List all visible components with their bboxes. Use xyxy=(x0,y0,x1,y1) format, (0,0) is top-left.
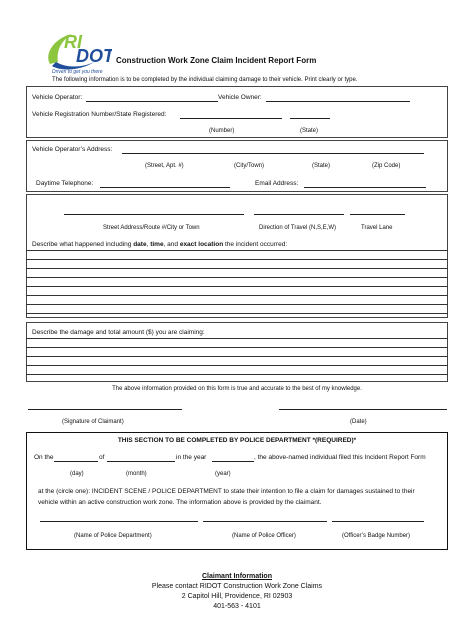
describe-text-2: the incident occurred: xyxy=(223,241,288,248)
damage-label: Describe the damage and total amount ($) you are claiming: xyxy=(32,329,205,336)
describe-date: date xyxy=(133,241,147,248)
police-officer-field[interactable] xyxy=(203,521,327,522)
month-field[interactable] xyxy=(107,461,175,462)
police-paragraph-1: at the (circle one): INCIDENT SCENE / POLICE DEPARTMENT to state their intention to file a claim for damages sustained to their xyxy=(38,488,415,495)
of-label: of xyxy=(99,454,105,461)
incident-description-field[interactable] xyxy=(26,250,448,318)
police-officer-caption: (Name of Police Officer) xyxy=(232,533,296,539)
address-field[interactable] xyxy=(122,153,424,154)
vehicle-owner-label: Vehicle Owner: xyxy=(218,94,262,101)
damage-description-field[interactable] xyxy=(26,338,448,382)
direction-field[interactable] xyxy=(254,214,344,215)
zip-caption: (Zip Code) xyxy=(372,163,401,169)
badge-number-caption: (Officer’s Badge Number) xyxy=(342,533,411,539)
email-field[interactable] xyxy=(304,187,426,188)
state-caption-2: (State) xyxy=(312,163,331,169)
signature-caption: (Signature of Claimant) xyxy=(62,419,124,425)
month-caption: (month) xyxy=(126,471,147,477)
certification-statement: The above information provided on this form is true and accurate to the best of my knowledge. xyxy=(112,386,362,392)
police-heading: THIS SECTION TO BE COMPLETED BY POLICE DEPARTMENT *(REQUIRED)* xyxy=(117,437,357,444)
form-instructions: The following information is to be completed by the individual claiming damage to their vehicle. Print clearly or type. xyxy=(52,77,358,83)
describe-sep-2: , and xyxy=(163,241,180,248)
travel-lane-caption: Travel Lane xyxy=(361,225,393,231)
badge-number-field[interactable] xyxy=(332,521,424,522)
form-title: Construction Work Zone Claim Incident Report Form xyxy=(116,56,317,65)
email-label: Email Address: xyxy=(255,180,299,187)
date-field[interactable] xyxy=(279,409,447,410)
in-the-year-label: in the year xyxy=(176,454,207,461)
on-the-label: On the xyxy=(34,454,54,461)
named-individual-text: , the above-named individual filed this Incident Report Form xyxy=(254,454,426,461)
travel-lane-field[interactable] xyxy=(350,214,405,215)
footer-contact: Please contact RIDOT Construction Work Zone Claims xyxy=(151,583,323,590)
address-label: Vehicle Operator’s Address: xyxy=(32,146,113,153)
daytime-phone-field[interactable] xyxy=(100,187,230,188)
signature-field[interactable] xyxy=(28,409,182,410)
day-caption: (day) xyxy=(70,471,84,477)
state-caption: (State) xyxy=(300,128,319,134)
vehicle-operator-field[interactable] xyxy=(86,101,218,102)
police-department-field[interactable] xyxy=(40,521,198,522)
footer-phone: 401-563 - 4101 xyxy=(213,603,261,610)
registration-state-field[interactable] xyxy=(290,118,330,119)
describe-incident-label xyxy=(32,241,287,248)
street-caption: (Street, Apt. #) xyxy=(145,163,184,169)
daytime-phone-label: Daytime Telephone: xyxy=(36,180,94,187)
number-caption: (Number) xyxy=(209,128,235,134)
year-field[interactable] xyxy=(212,461,254,462)
city-caption: (City/Town) xyxy=(234,163,265,169)
street-address-field[interactable] xyxy=(64,214,244,215)
registration-number-field[interactable] xyxy=(180,118,282,119)
logo-tagline: Driven to get you there xyxy=(52,69,103,75)
describe-location: exact location xyxy=(179,241,224,248)
street-address-caption: Street Address/Route #/City or Town xyxy=(103,225,200,231)
footer-address: 2 Capitol Hill, Providence, RI 02903 xyxy=(181,593,293,600)
svg-text:DOT: DOT xyxy=(76,46,112,66)
date-caption: (Date) xyxy=(350,419,367,425)
day-field[interactable] xyxy=(54,461,98,462)
registration-label: Vehicle Registration Number/State Registered: xyxy=(32,111,167,118)
direction-caption: Direction of Travel (N,S,E,W) xyxy=(259,225,337,231)
svg-text:RI: RI xyxy=(64,32,82,52)
describe-sep-1: , xyxy=(146,241,151,248)
police-department-caption: (Name of Police Department) xyxy=(74,533,152,539)
describe-text-1: Describe what happened including xyxy=(32,241,134,248)
vehicle-operator-label: Vehicle Operator: xyxy=(32,94,83,101)
police-paragraph-2: vehicle within an active construction work zone. The information above is provided by the claimant. xyxy=(38,499,322,506)
describe-time: time xyxy=(150,241,164,248)
footer-heading: Claimant Information xyxy=(201,573,272,580)
year-caption: (year) xyxy=(215,471,231,477)
vehicle-owner-field[interactable] xyxy=(266,101,410,102)
